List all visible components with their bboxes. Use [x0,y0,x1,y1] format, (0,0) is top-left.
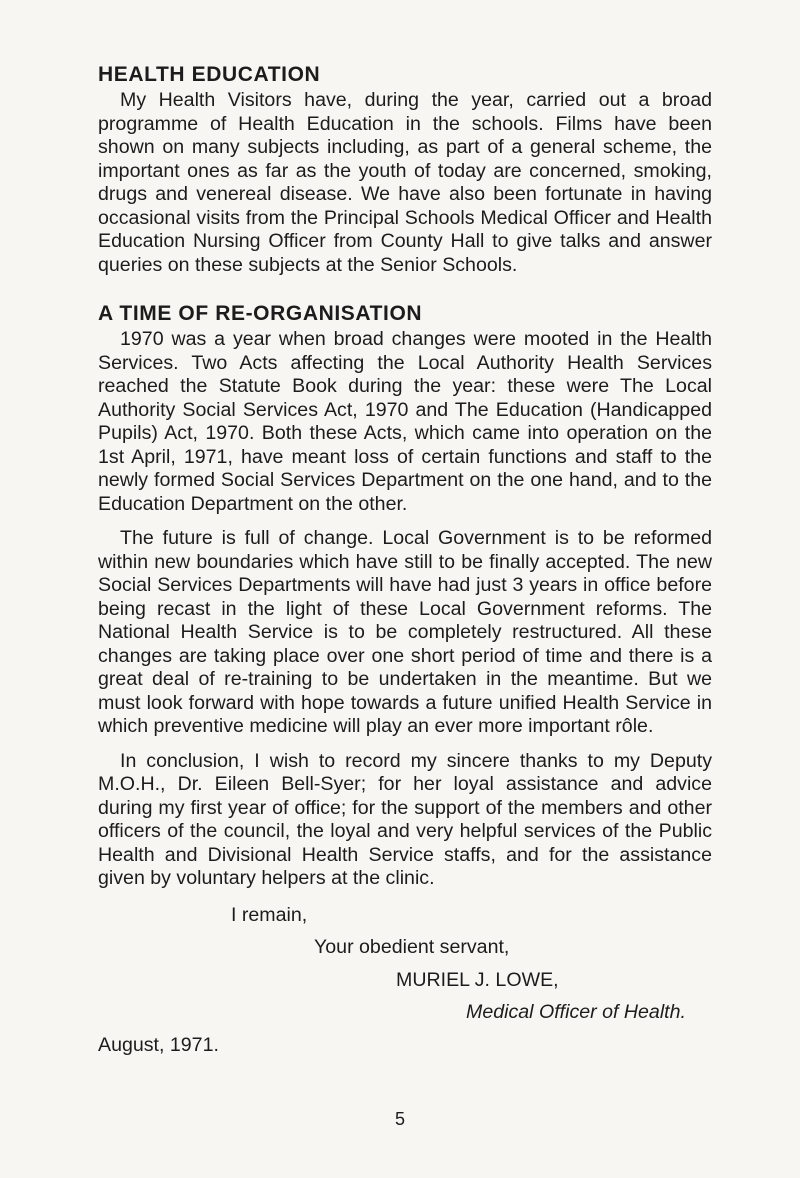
reorganisation-paragraph-2: The future is full of change. Local Government is to be reformed within new boundaries which have still to be finally accepted. The new Social Services Departments will have had just 3 years in office before being recast in the light of these Local Government reforms. The National Health Service is to be completely restructured. All these changes are taking place over one short period of time and there is a great deal of re-training to be undertaken in the meantime. But we must look forward with hope towards a future unified Health Service in which preventive medicine will play an ever more important rôle. [98,527,712,737]
health-education-paragraph: My Health Visitors have, during the year, carried out a broad programme of Health Education in the schools. Films have been shown on many subjects including, as part of a general scheme, the important ones as far as the youth of today are concerned, smoking, drugs and venereal disease. We have also been fortunate in having occasional visits from the Principal Schools Medical Officer and Health Education Nursing Officer from County Hall to give talks and answer queries on these subjects at the Senior Schools. [98,89,712,276]
signatory-title: Medical Officer of Health. [466,1001,686,1023]
closing-remain: I remain, [231,903,308,926]
section-heading-health-education: HEALTH EDUCATION [98,63,321,86]
conclusion-paragraph: In conclusion, I wish to record my sincere thanks to my Deputy M.O.H., Dr. Eileen Bell-Syer; for her loyal assistance and advice during my first year of office; for the support of the members and other officers of the council, the loyal and very helpful services of the Public Health and Divisional Health Service staffs, and for the assistance given by voluntary helpers at the clinic. [98,749,712,889]
reorganisation-paragraph-1: 1970 was a year when broad changes were mooted in the Health Services. Two Acts affecting the Local Authority Health Services reached the Statute Book during the year: these were The Local Authority Social Services Act, 1970 and The Education (Handicapped Pupils) Act, 1970. Both these Acts, which came into operation on the 1st April, 1971, have meant loss of certain functions and staff to the newly formed Social Services Department on the one hand, and to the Education Department on the other. [98,328,712,515]
closing-servant: Your obedient servant, [314,936,510,958]
section-heading-reorganisation: A TIME OF RE-ORGANISATION [98,302,423,325]
page-number: 5 [394,1109,405,1129]
signatory-name: MURIEL J. LOWE, [396,968,559,991]
document-page [98,62,712,1057]
document-date: August, 1971. [98,1033,219,1056]
signature-block [98,904,712,1058]
